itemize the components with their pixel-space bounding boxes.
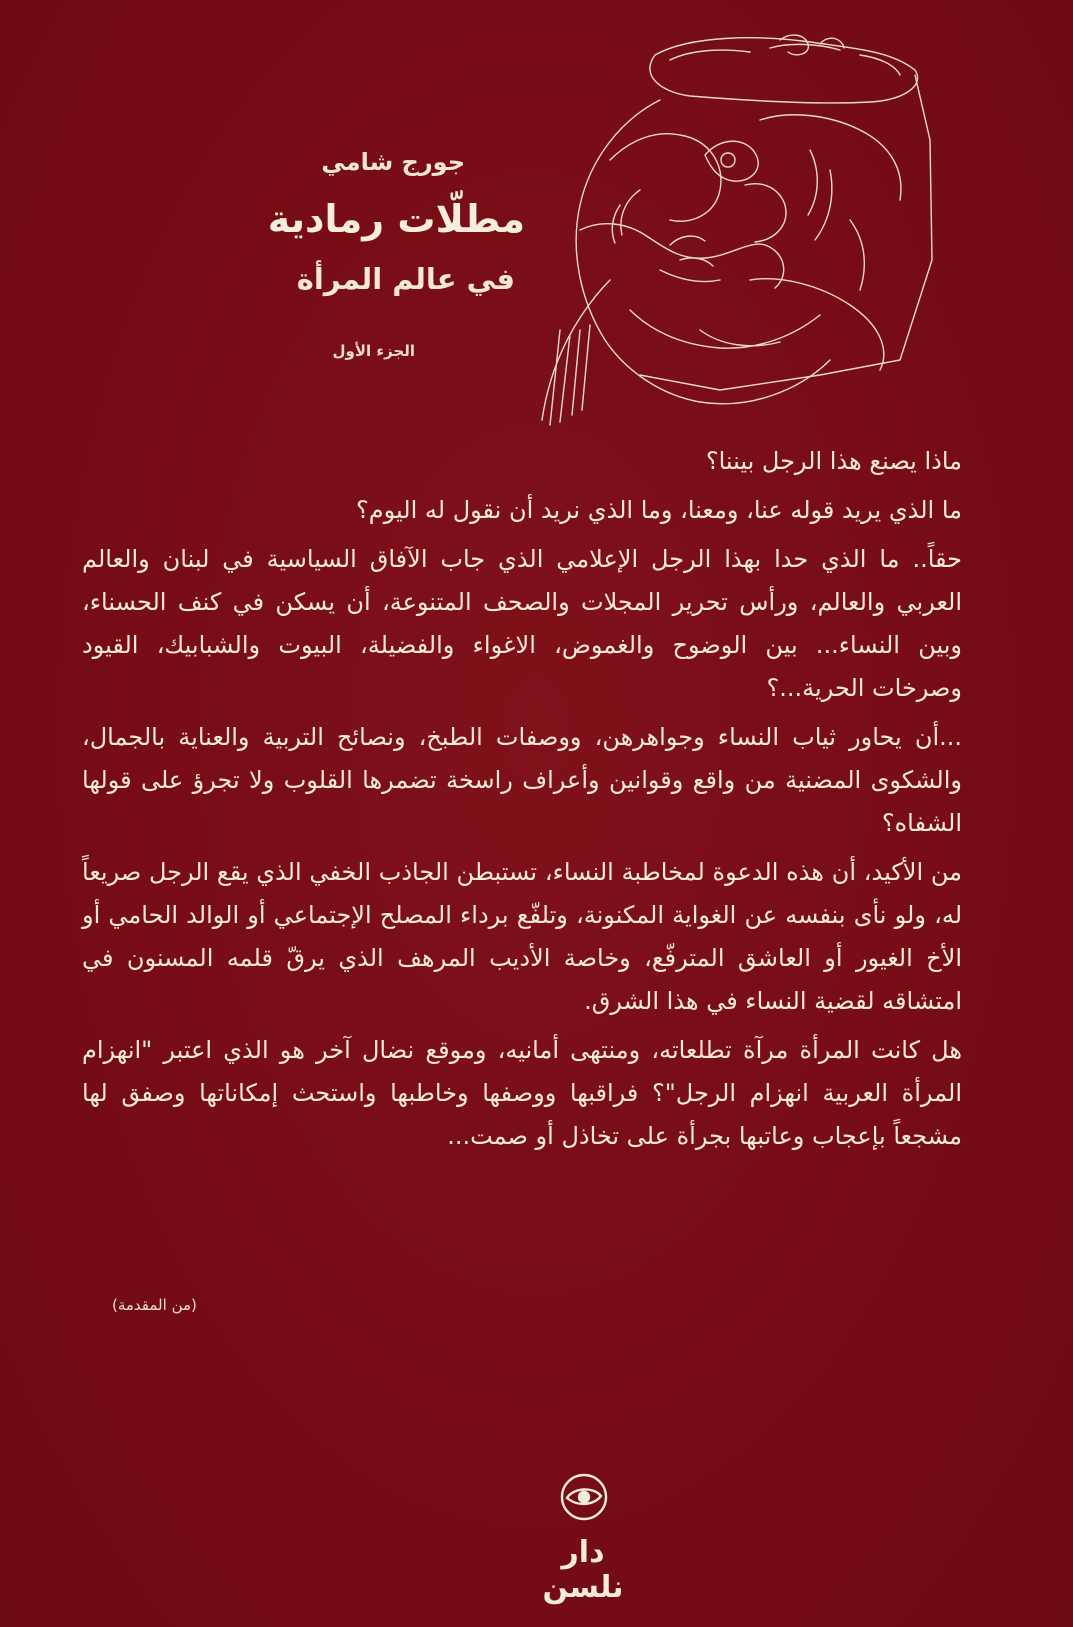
book-title: مطلّات رمادية	[267, 197, 525, 241]
blurb-paragraph: ...أن يحاور ثياب النساء وجواهرهن، ووصفات الطبخ، ونصائح التربية والعناية بالجمال، والشكوى المضنية من واقع وقوانين وأعراف راسخة تضمرها القلوب ولا تجرؤ على قولها الشفاه؟	[82, 723, 962, 837]
blurb-text	[82, 440, 962, 1164]
blurb-paragraph: هل كانت المرأة مرآة تطلعاته، ومنتهى أمانيه، وموقع نضال آخر هو الذي اعتبر "انهزام المرأة العربية انهزام الرجل"؟ فراقبها ووصفها وخاطبها واستحث إمكاناتها وصفق لها مشجعاً بإعجاب وعاتبها بجرأة على تخاذل أو صمت...	[82, 1036, 962, 1150]
blurb-paragraph: من الأكيد، أن هذه الدعوة لمخاطبة النساء، تستبطن الجاذب الخفي الذي يقع الرجل صريعاً له، ولو نأى بنفسه عن الغواية المكنونة، وتلفّع برداء المصلح الإجتماعي أو الوالد الحامي أو الأخ الغيور أو العاشق المترفّع، وخاصة الأديب المرهف الذي يرقّ قلمه المسنون في امتشاقه لقضية النساء في هذا الشرق.	[82, 858, 962, 1015]
blurb-paragraph: حقاً.. ما الذي حدا بهذا الرجل الإعلامي الذي جاب الآفاق السياسية في لبنان والعالم العربي والعالم، ورأس تحرير المجلات والصحف المتنوعة، أن يسكن في كنف الحسناء، وبين النساء... بين الوضوح والغموض، الاغواء والفضيلة، البيوت والشبابيك، القيود وصرخات الحرية...؟	[82, 545, 962, 702]
volume-label: الجزء الأول	[332, 342, 415, 360]
eye-logo-icon	[557, 1470, 611, 1524]
author-name: جورج شامي	[321, 148, 465, 176]
publisher-name: دار نلسن	[542, 1535, 624, 1605]
book-subtitle: في عالم المرأة	[296, 262, 515, 296]
source-note: (من المقدمة)	[112, 1296, 197, 1314]
face-sketch-icon	[520, 30, 950, 430]
blurb-paragraph: ماذا يصنع هذا الرجل بيننا؟	[705, 447, 962, 475]
blurb-paragraph: ما الذي يريد قوله عنا، ومعنا، وما الذي نريد أن نقول له اليوم؟	[356, 496, 962, 524]
